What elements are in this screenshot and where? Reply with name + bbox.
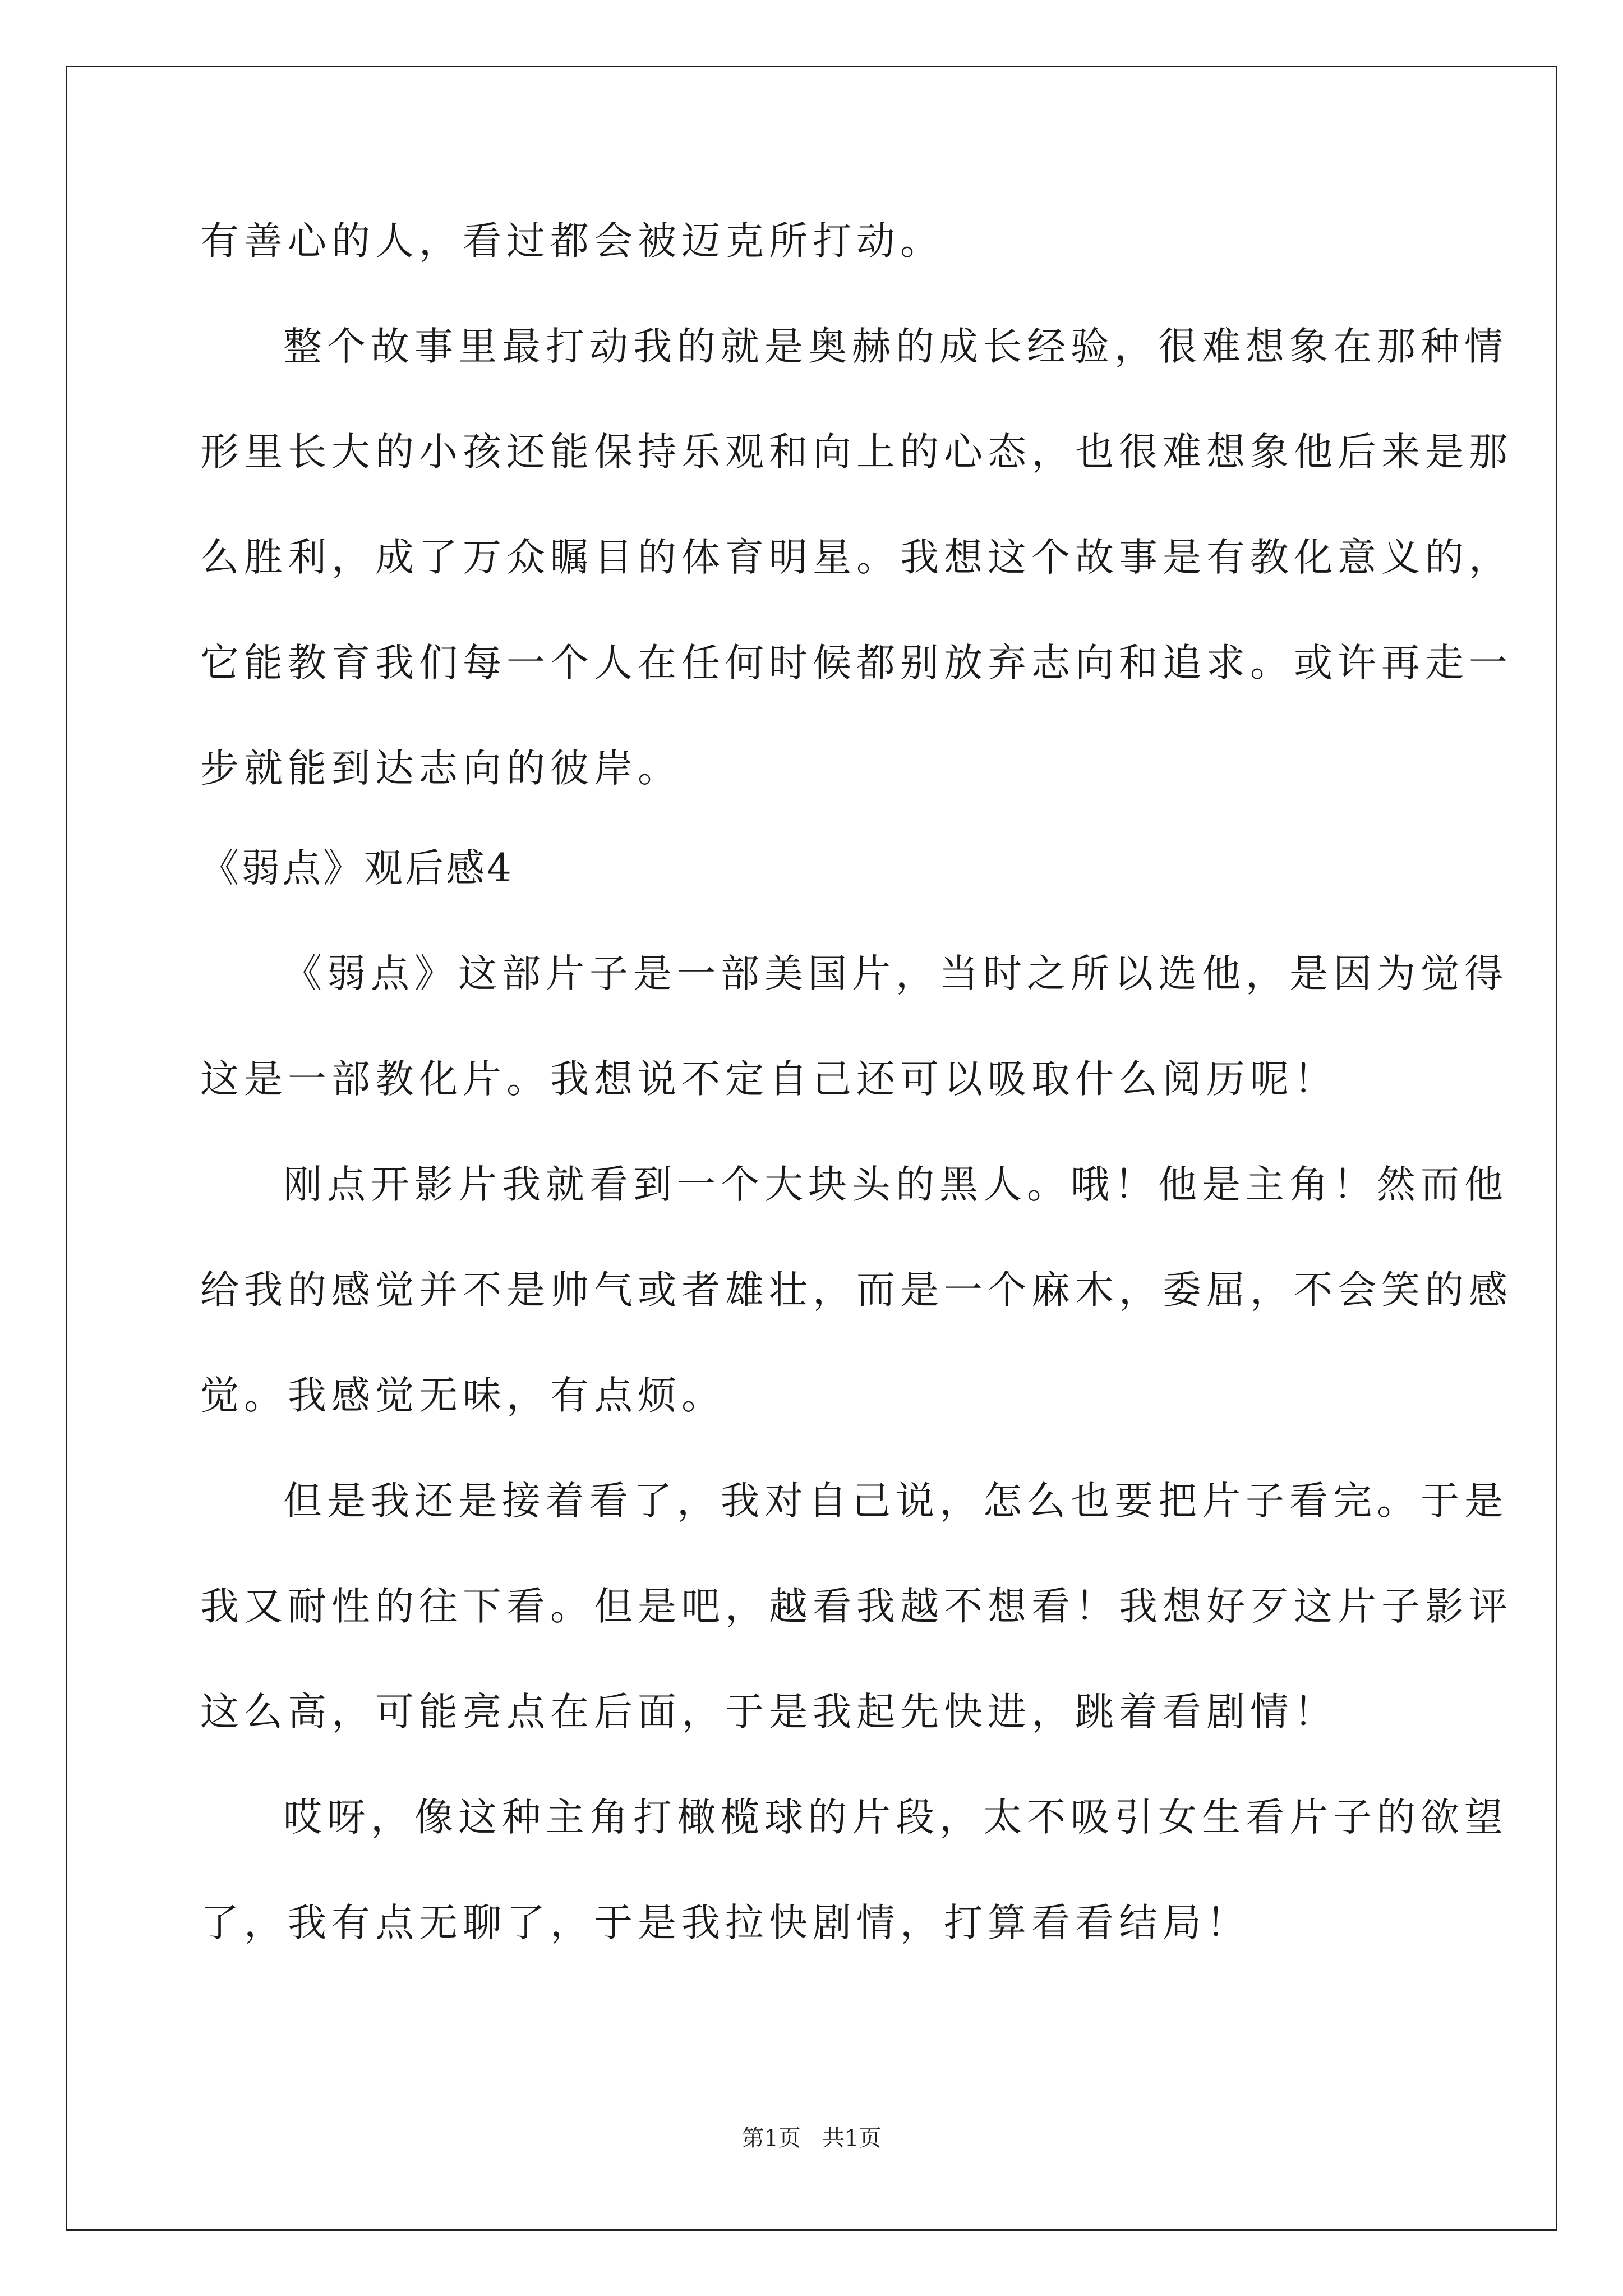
paragraph-line: 这么高，可能亮点在后面，于是我起先快进，跳着看剧情！ [200, 1690, 1338, 1734]
paragraph-line: 《弱点》这部片子是一部美国片，当时之所以选他，是因为觉得 [283, 951, 1508, 996]
paragraph-line: 觉。我感觉无味，有点烦。 [200, 1373, 725, 1418]
paragraph-line: 有善心的人，看过都会被迈克所打动。 [200, 219, 944, 264]
paragraph-line: 步就能到达志向的彼岸。 [200, 746, 681, 791]
paragraph-line: 这是一部教化片。我想说不定自己还可以吸取什么阅历呢！ [200, 1057, 1338, 1102]
paragraph-line: 我又耐性的往下看。但是吧，越看我越不想看！我想好歹这片子影评 [200, 1584, 1513, 1629]
paragraph-line: 它能教育我们每一个人在任何时候都别放弃志向和追求。或许再走一 [200, 641, 1513, 685]
paragraph-line: 么胜利，成了万众瞩目的体育明星。我想这个故事是有教化意义的， [200, 535, 1513, 580]
paragraph-line: 形里长大的小孩还能保持乐观和向上的心态，也很难想象他后来是那 [200, 430, 1513, 475]
paragraph-line: 刚点开影片我就看到一个大块头的黑人。哦！他是主角！然而他 [283, 1162, 1508, 1207]
section-heading: 《弱点》观后感4 [200, 846, 514, 891]
paragraph-line: 整个故事里最打动我的就是奥赫的成长经验，很难想象在那种情 [283, 324, 1508, 369]
paragraph-line: 但是我还是接着看了，我对自己说，怎么也要把片子看完。于是 [283, 1479, 1508, 1524]
paragraph-line: 给我的感觉并不是帅气或者雄壮，而是一个麻木，委屈，不会笑的感 [200, 1268, 1513, 1313]
page-number-footer: 第1页 共1页 [741, 2125, 882, 2151]
paragraph-line: 了，我有点无聊了，于是我拉快剧情，打算看看结局！ [200, 1901, 1250, 1945]
paragraph-line: 哎呀，像这种主角打橄榄球的片段，太不吸引女生看片子的欲望 [283, 1795, 1508, 1840]
